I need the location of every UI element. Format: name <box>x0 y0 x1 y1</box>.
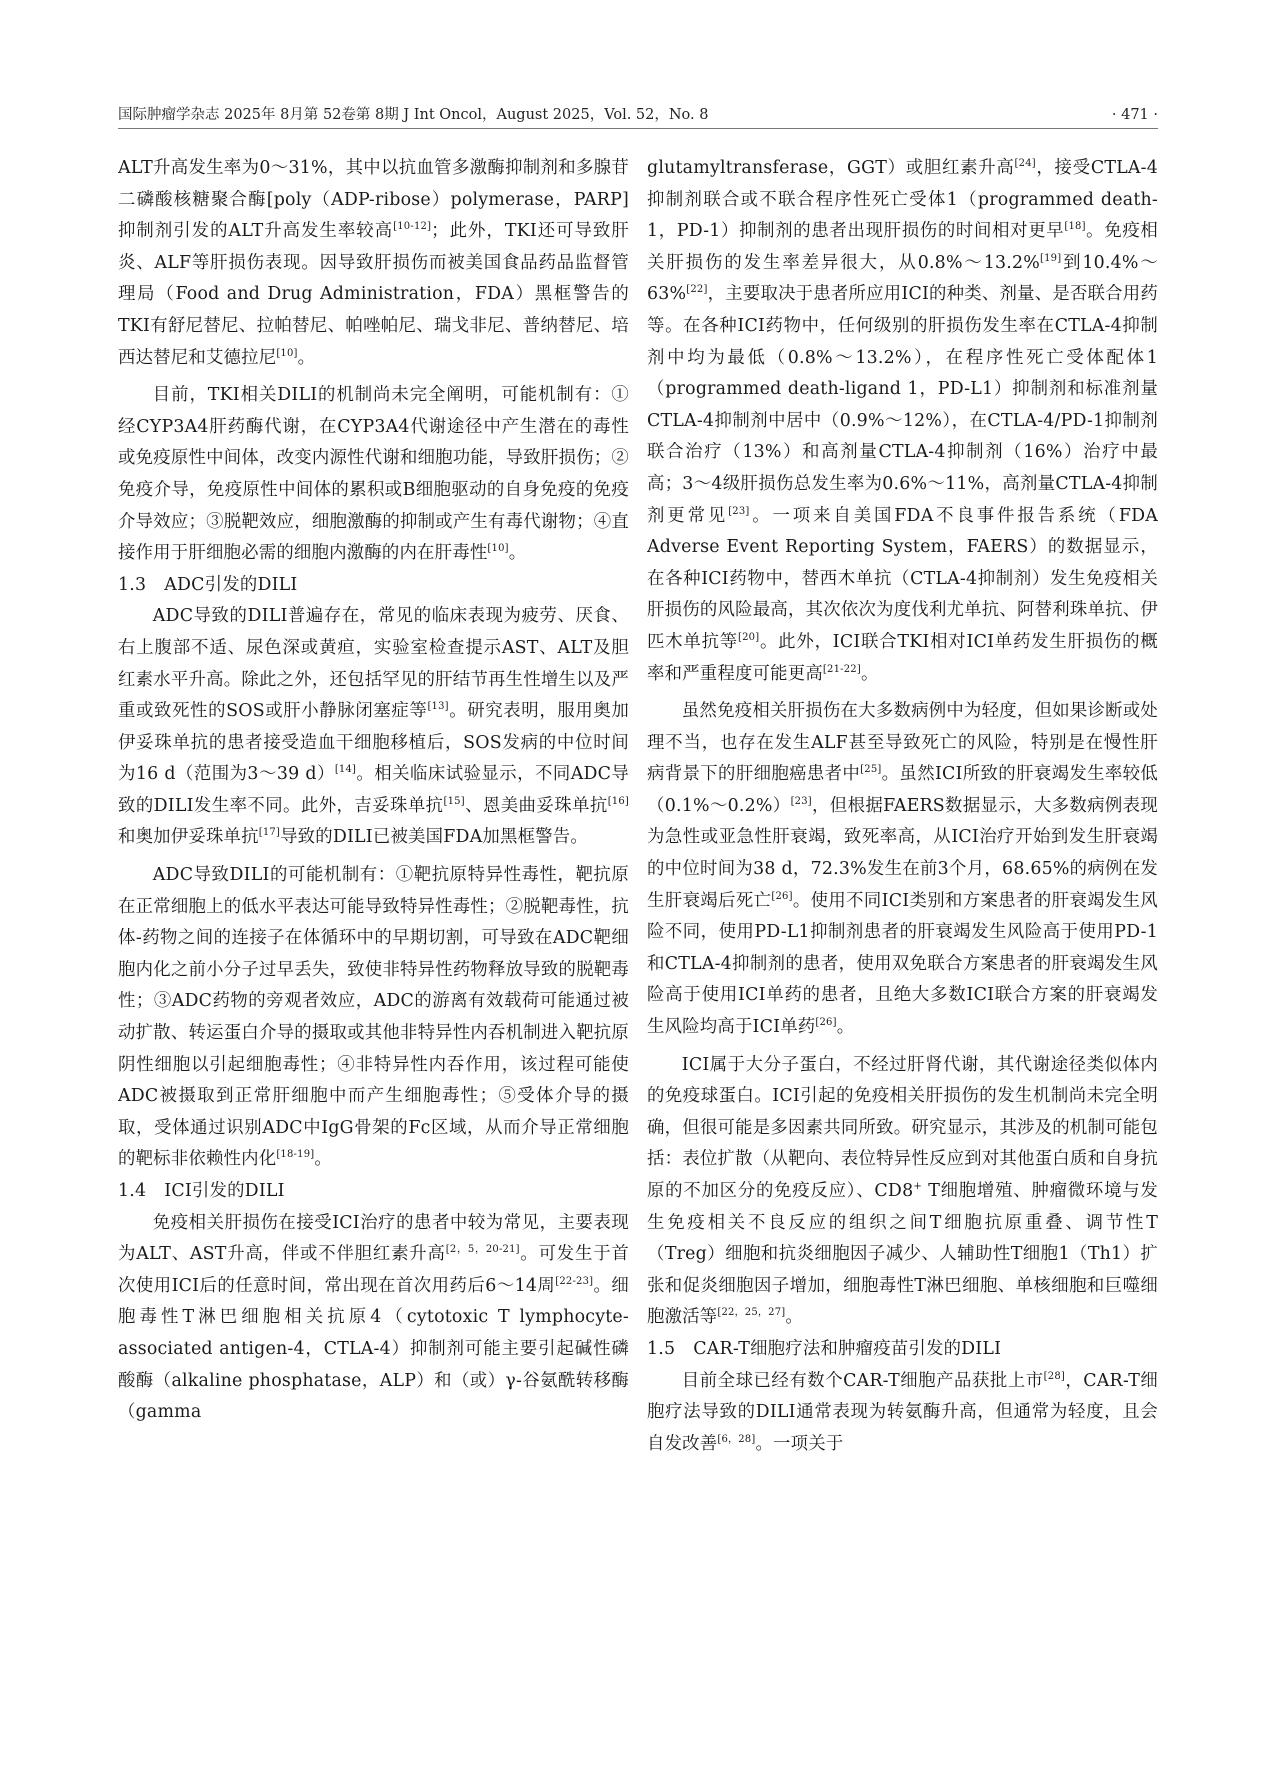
citation: [6，28] <box>717 1433 756 1445</box>
page-number: · 471 · <box>1111 107 1158 123</box>
journal-citation: 国际肿瘤学杂志 2025年 8月第 52卷第 8期 J Int Oncol，August 2025，Vol. 52，No. 8 <box>118 107 709 123</box>
citation: [28] <box>1043 1370 1065 1382</box>
citation: [26] <box>771 890 793 902</box>
paragraph-car-t: 目前全球已经有数个CAR-T细胞产品获批上市[28]，CAR-T细胞疗法导致的DILI通常表现为转氨酶升高，但通常为轻度，且会自发改善[6，28]。一项关于 <box>647 1370 1158 1454</box>
citation: [18-19] <box>276 1149 315 1161</box>
section-heading-1-5: 1.5 CAR-T细胞疗法和肿瘤疫苗引发的DILI <box>647 1338 1002 1359</box>
paragraph-adc-mechanism: ADC导致DILI的可能机制有：①靶抗原特异性毒性，靶抗原在正常细胞上的低水平表达可能导致特异性毒性；②脱靶毒性，抗体-药物之间的连接子在体循环中的早期切割，可导致在ADC靶细胞内化之前小分子过早丢失，致使非特异性药物释放导致的脱靶毒性；③ADC药物的旁观者效应，ADC的游离有效载荷可能通过被动扩散、转运蛋白介导的摄取或其他非特异性内吞机制进入靶抗原阴性细胞以引起细胞毒性；④非特异性内吞作用，该过程可能使ADC被摄取到正常肝细胞中而产生细胞毒性；⑤受体介导的摄取，受体通过识别ADC中IgG骨架的Fc区域，从而介导正常细胞的靶标非依赖性内化[18-19]。 <box>118 865 629 1170</box>
header-rule <box>118 128 1158 129</box>
section-heading-1-4: 1.4 ICI引发的DILI <box>118 1181 285 1201</box>
paragraph-ici-dili: 免疫相关肝损伤在接受ICI治疗的患者中较为常见，主要表现为ALT、AST升高，伴或不伴胆红素升高[2，5，20-21]。可发生于首次使用ICI后的任意时间，常出现在首次用药后6～14周[22-23]。细胞毒性T淋巴细胞相关抗原4（cytotoxic T lymphocyte-associated antigen-4，CTLA-4）抑制剂可能主要引起碱性磷酸酶（alkaline phosphatase，ALP）和（或）γ-谷氨酰转移酶（gamma <box>118 1212 629 1423</box>
paragraph-tki-mechanism: 目前，TKI相关DILI的机制尚未完全阐明，可能机制有：①经CYP3A4肝药酶代谢，在CYP3A4代谢途径中产生潜在的毒性或免疫原性中间体，改变内源性代谢和细胞功能，导致肝损伤；②免疫介导，免疫原性中间体的累积或B细胞驱动的自身免疫的免疫介导效应；③脱靶效应，细胞激酶的抑制或产生有毒代谢物；④直接作用于肝细胞必需的细胞内激酶的内在肝毒性[10]。 <box>118 385 629 564</box>
running-header <box>118 104 1158 126</box>
citation: [22] <box>686 284 708 296</box>
paragraph-adc-dili: ADC导致的DILI普遍存在，常见的临床表现为疲劳、厌食、右上腹部不适、尿色深或黄疸，实验室检查提示AST、ALT及胆红素水平升高。除此之外，还包括罕见的肝结节再生性增生以及严重或致死性的SOS或肝小静脉闭塞症等[13]。研究表明，服用奥加伊妥珠单抗的患者接受造血干细胞移植后，SOS发病的中位时间为16 d（范围为3～39 d）[14]。相关临床试验显示，不同ADC导致的DILI发生率不同。此外，吉妥珠单抗[15]、恩美曲妥珠单抗[16]和奥加伊妥珠单抗[17]导致的DILI已被美国FDA加黑框警告。 <box>118 606 629 848</box>
citation: [13] <box>427 701 449 713</box>
citation: [23] <box>728 505 750 517</box>
citation: [10-12] <box>393 221 432 233</box>
citation: [17] <box>258 827 281 839</box>
citation: [18] <box>1064 221 1086 233</box>
citation: [26] <box>815 1017 837 1029</box>
paragraph-ici-mechanism: ICI属于大分子蛋白，不经过肝肾代谢，其代谢途径类似体内的免疫球蛋白。ICI引起的免疫相关肝损伤的发生机制尚未完全明确，但很可能是多因素共同所致。研究显示，其涉及的机制可能包括：表位扩散（从靶向、表位特异性反应到对其他蛋白质和自身抗原的不加区分的免疫反应）、CD8+ T细胞增殖、肿瘤微环境与发生免疫相关不良反应的组织之间T细胞抗原重叠、调节性T（Treg）细胞和抗炎细胞因子减少、人辅助性T细胞1（Th1）扩张和促炎细胞因子增加，细胞毒性T淋巴细胞、单核细胞和巨噬细胞激活等[22，25，27]。 <box>647 1054 1158 1328</box>
citation: [10] <box>487 543 509 555</box>
citation: [20] <box>738 632 760 644</box>
citation: [14] <box>334 764 357 776</box>
citation: [23] <box>790 796 812 808</box>
citation: [16] <box>607 796 629 808</box>
left-column <box>118 153 629 1743</box>
citation: [22-23] <box>555 1275 594 1287</box>
paragraph-ici-liver-failure: 虽然免疫相关肝损伤在大多数病例中为轻度，但如果诊断或处理不当，也存在发生ALF甚至导致死亡的风险，特别是在慢性肝病背景下的肝细胞癌患者中[25]。虽然ICI所致的肝衰竭发生率较低（0.1%～0.2%）[23]，但根据FAERS数据显示，大多数病例表现为急性或亚急性肝衰竭，致死率高，从ICI治疗开始到发生肝衰竭的中位时间为38 d，72.3%发生在前3个月，68.65%的病例在发生肝衰竭后死亡[26]。使用不同ICI类别和方案患者的肝衰竭发生风险不同，使用PD-L1抑制剂患者的肝衰竭发生风险高于使用PD-1和CTLA-4抑制剂的患者，使用双免联合方案患者的肝衰竭发生风险高于使用ICI单药的患者，且绝大多数ICI联合方案的肝衰竭发生风险均高于ICI单药[26]。 <box>647 701 1158 1038</box>
section-heading-1-3: 1.3 ADC引发的DILI <box>118 574 298 595</box>
citation: [15] <box>443 796 465 808</box>
citation: [19] <box>1040 252 1062 264</box>
right-column <box>647 153 1158 1743</box>
paragraph-ici-incidence: glutamyltransferase，GGT）或胆红素升高[24]，接受CTLA-4抑制剂联合或不联合程序性死亡受体1（programmed death-1，PD-1）抑制剂的患者出现肝损伤的时间相对更早[18]。免疫相关肝损伤的发生率差异很大，从0.8%～13.2%[19]到10.4%～63%[22]，主要取决于患者所应用ICI的种类、剂量、是否联合用药等。在各种ICI药物中，任何级别的肝损伤发生率在CTLA-4抑制剂中均为最低（0.8%～13.2%），在程序性死亡受体配体1（programmed death-ligand 1，PD-L1）抑制剂和标准剂量CTLA-4抑制剂中居中（0.9%～12%），在CTLA-4/PD-1抑制剂联合治疗（13%）和高剂量CTLA-4抑制剂（16%）治疗中最高；3～4级肝损伤总发生率为0.6%～11%，高剂量CTLA-4抑制剂更常见[23]。一项来自美国FDA不良事件报告系统（FDA Adverse Event Reporting System，FAERS）的数据显示，在各种ICI药物中，替西木单抗（CTLA-4抑制剂）发生免疫相关肝损伤的风险最高，其次依次为度伐利尤单抗、阿替利珠单抗、伊匹木单抗等[20]。此外，ICI联合TKI相对ICI单药发生肝损伤的概率和严重程度可能更高[21-22]。 <box>647 158 1158 684</box>
citation: [21-22] <box>822 663 861 675</box>
superscript-plus: + <box>913 1181 922 1193</box>
citation: [22，25，27] <box>717 1307 786 1319</box>
citation: [10] <box>276 347 298 359</box>
citation: [25] <box>860 764 882 776</box>
citation: [2，5，20-21] <box>445 1244 520 1256</box>
paragraph-tki-alt: ALT升高发生率为0～31%，其中以抗血管多激酶抑制剂和多腺苷二磷酸核糖聚合酶[poly（ADP-ribose）polymerase，PARP]抑制剂引发的ALT升高发生率较高[10-12]；此外，TKI还可导致肝炎、ALF等肝损伤表现。因导致肝损伤而被美国食品药品监督管理局（Food and Drug Administration，FDA）黑框警告的TKI有舒尼替尼、拉帕替尼、帕唑帕尼、瑞戈非尼、普纳替尼、培西达替尼和艾德拉尼[10]。 <box>118 158 629 368</box>
citation: [24] <box>1014 158 1036 170</box>
